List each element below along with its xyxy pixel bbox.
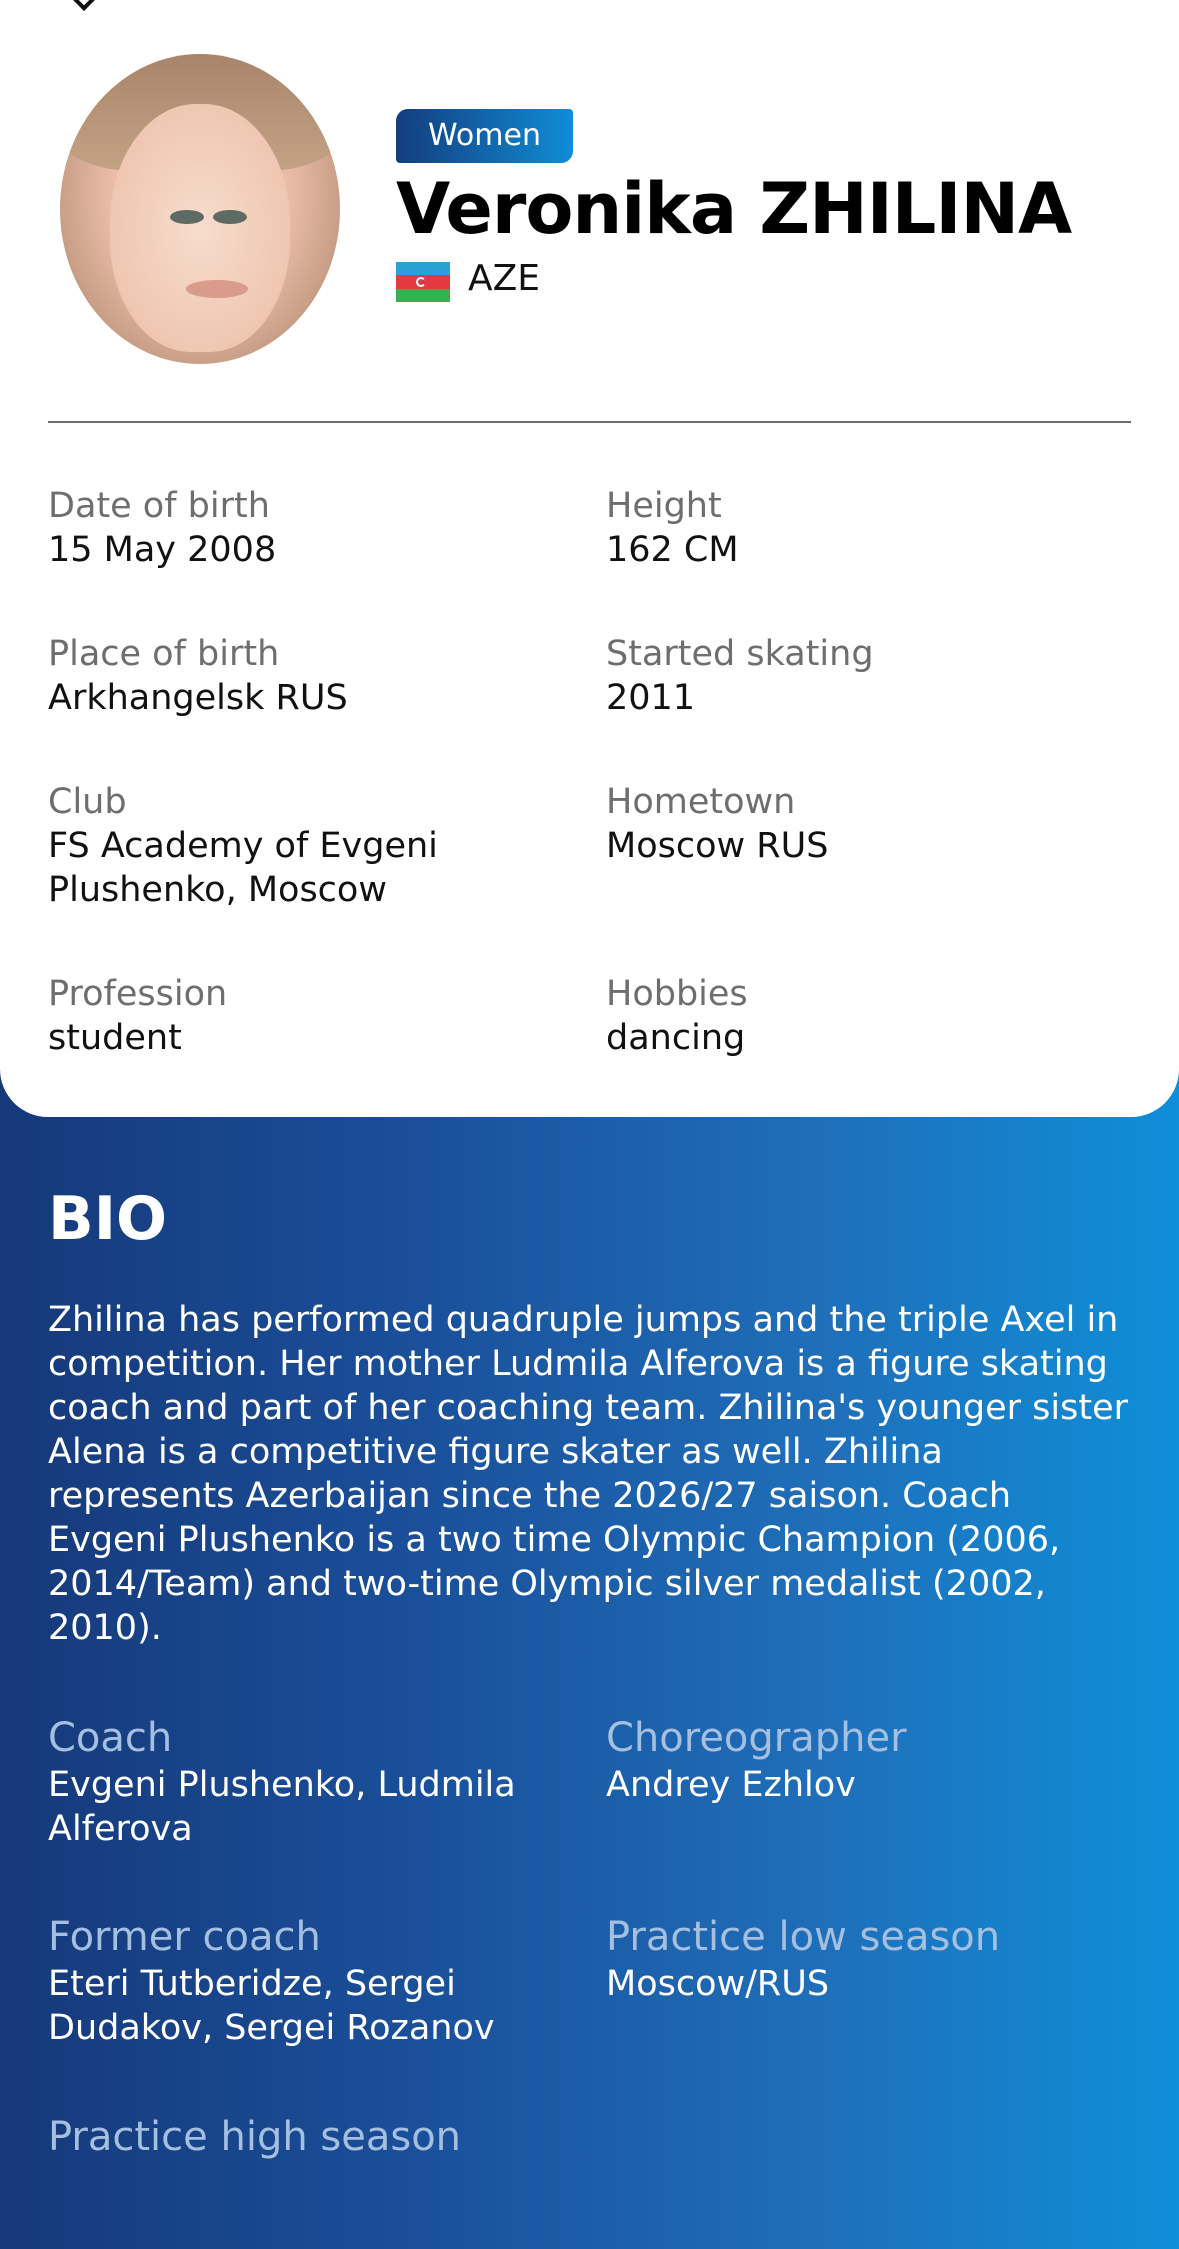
bio-field-value: Evgeni Plushenko, Ludmila Alferova: [48, 1765, 516, 1849]
detail-label: Club: [48, 782, 127, 822]
detail-value: 162 CM: [606, 530, 739, 570]
detail-club: [48, 780, 518, 912]
detail-value: Arkhangelsk RUS: [48, 678, 348, 718]
back-chevron-icon[interactable]: [67, 0, 101, 11]
detail-label: Profession: [48, 974, 228, 1014]
bio-field-value: Andrey Ezhlov: [606, 1765, 856, 1805]
bio-field-label: Practice high season: [48, 2114, 462, 2160]
bio-field-value: Eteri Tutberidze, Sergei Dudakov, Sergei Rozanov: [48, 1964, 495, 2048]
detail-started-skating: [606, 632, 1126, 720]
detail-label: Height: [606, 486, 722, 526]
country-code: AZE: [468, 258, 541, 299]
detail-label: Hometown: [606, 782, 796, 822]
detail-value: 2011: [606, 678, 696, 718]
detail-label: Hobbies: [606, 974, 748, 1014]
detail-value: 15 May 2008: [48, 530, 277, 570]
bio-field-label: Choreographer: [606, 1715, 907, 1761]
category-badge: Women: [396, 109, 573, 163]
bio-field-label: Coach: [48, 1715, 173, 1761]
bio-field-label: Former coach: [48, 1914, 321, 1960]
detail-place-of-birth: [48, 632, 568, 720]
bio-field-label: Practice low season: [606, 1914, 1001, 1960]
detail-value: dancing: [606, 1018, 746, 1058]
detail-value: student: [48, 1018, 182, 1058]
detail-hobbies: [606, 972, 1126, 1060]
detail-label: Started skating: [606, 634, 874, 674]
athlete-card: [0, 0, 1179, 1117]
bio-heading: BIO: [48, 1184, 168, 1254]
azerbaijan-flag-icon: [396, 262, 450, 302]
bio-field-choreographer: [606, 1713, 1146, 1807]
bio-field-coach: [48, 1713, 568, 1851]
detail-hometown: [606, 780, 1126, 868]
detail-value: Moscow RUS: [606, 826, 829, 866]
detail-value: FS Academy of Evgeni Plushenko, Moscow: [48, 826, 438, 910]
bio-field-value: Moscow/RUS: [606, 1964, 830, 2004]
divider: [48, 421, 1131, 423]
detail-height: [606, 484, 1126, 572]
detail-profession: [48, 972, 568, 1060]
detail-label: Place of birth: [48, 634, 280, 674]
detail-label: Date of birth: [48, 486, 270, 526]
bio-field-former-coach: [48, 1912, 568, 2050]
detail-date-of-birth: [48, 484, 568, 572]
bio-text: Zhilina has performed quadruple jumps and the triple Axel in competition. Her mother Ludmila Alferova is a figure skating coach and part of her coaching team. Zhilina's younger sister Alena is a competitive figure skater as well. Zhilina represents Azerbaijan since the 2026/27 saison. Coach Evgeni Plushenko is a two time Olympic Champion (2006, 2014/Team) and two-time Olympic silver medalist (2002, 2010).: [48, 1300, 1128, 1648]
athlete-photo: [60, 54, 340, 364]
athlete-name: Veronika ZHILINA: [396, 168, 1072, 250]
bio-field-practice-high-season: [48, 2112, 588, 2162]
bio-field-practice-low-season: [606, 1912, 1146, 2006]
